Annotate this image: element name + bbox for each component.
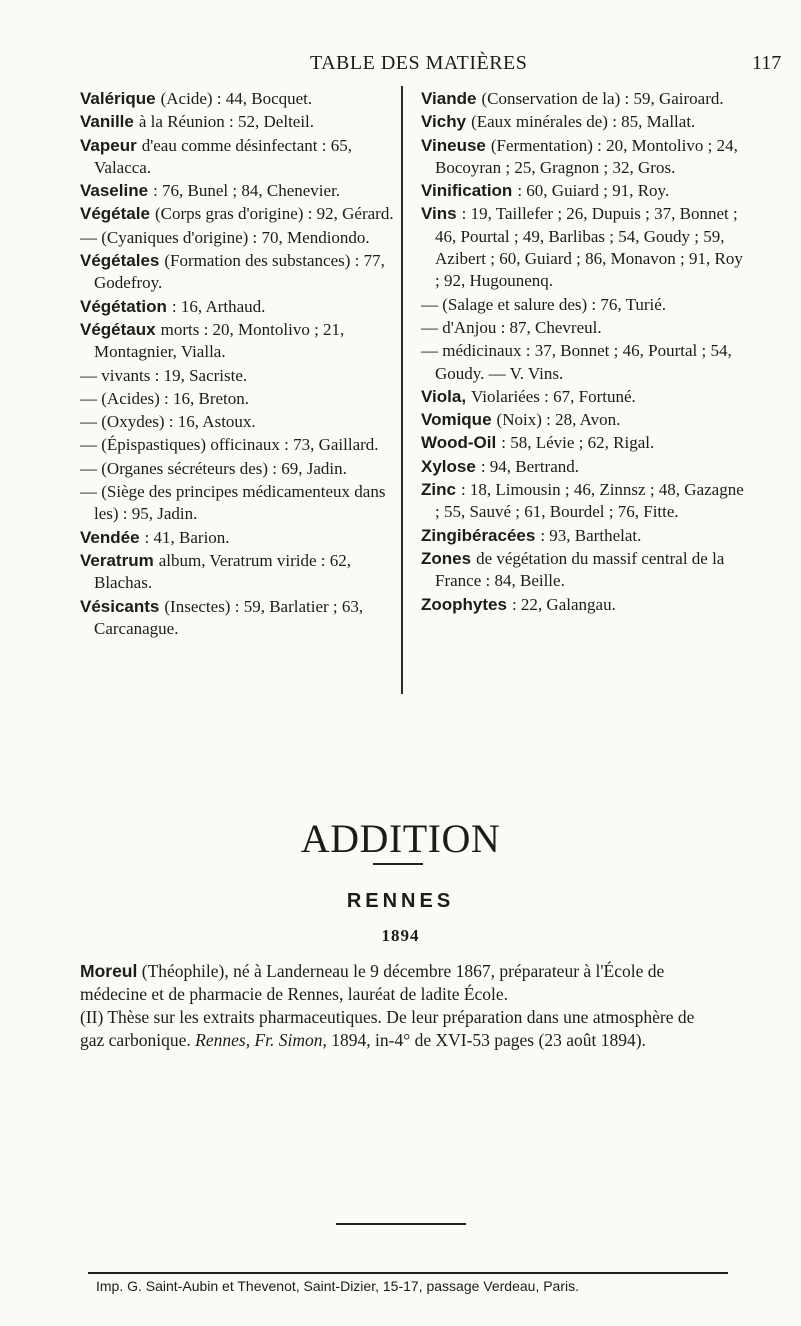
index-headword: Viande — [421, 89, 477, 108]
index-references: : 94, Bertrand. — [480, 456, 580, 476]
index-references: — vivants : 19, Sacriste. — [80, 365, 248, 385]
index-headword: Zinc — [421, 480, 456, 500]
index-entry — [80, 296, 405, 318]
index-references: — (Épispastiques) officinaux : 73, Gaillard. — [80, 435, 379, 455]
notice-thesis — [80, 1006, 720, 1052]
thesis-place: Rennes, Fr. — [195, 1030, 275, 1050]
page-number: 117 — [752, 52, 782, 74]
city-heading: RENNES — [346, 890, 455, 912]
index-headword: Vomique — [421, 410, 492, 430]
index-entry — [80, 111, 405, 133]
index-references: (Fermentation) : 20, Montolivo ; 24, Bocoyran ; 25, Gragnon ; 32, Gros. — [435, 135, 738, 177]
index-headword: Zoophytes — [421, 594, 507, 614]
index-column-right — [421, 88, 746, 617]
index-headword: Vinification — [421, 181, 513, 201]
index-entry — [421, 317, 746, 339]
index-entry — [80, 203, 405, 225]
index-references: (Corps gras d'origine) : 92, Gérard. — [154, 204, 394, 224]
index-references: : 16, Arthaud. — [171, 296, 266, 316]
index-headword: Wood-Oil — [421, 433, 497, 453]
index-headword: Vineuse — [421, 135, 486, 155]
index-headword: Vaseline — [80, 181, 149, 201]
index-references: album, Veratrum viride : 62, Blachas. — [94, 550, 352, 593]
index-entry — [421, 294, 746, 316]
addition-rule — [373, 863, 423, 865]
index-headword: Xylose — [421, 456, 476, 476]
index-entry — [421, 88, 746, 110]
index-entry — [80, 135, 405, 180]
index-references: (Acide) : 44, Bocquet. — [160, 89, 313, 108]
index-headword: Zones — [421, 548, 472, 568]
index-headword: Vanille — [80, 112, 134, 132]
index-entry — [80, 180, 405, 202]
index-references: d'eau comme désinfectant : 65, Valacca. — [94, 135, 352, 177]
index-entry — [80, 88, 405, 110]
index-headword: Végétale — [80, 204, 150, 224]
imprint-rule — [88, 1272, 728, 1274]
index-entry — [421, 456, 746, 478]
index-references: morts : 20, Montolivo ; 21, Montagnier, Vialla. — [94, 319, 345, 362]
notice-bio — [80, 960, 720, 1006]
index-headword: Vésicants — [80, 596, 160, 616]
index-headword: Vapeur — [80, 135, 137, 155]
index-headword: Valérique — [80, 89, 156, 108]
running-head: TABLE DES MATIÈRES — [310, 52, 528, 74]
thesis-publisher: Simon, — [278, 1030, 327, 1050]
index-column-left — [80, 88, 405, 641]
index-entry — [80, 481, 405, 526]
index-references: (Formation des substances) : 77, Godefroy. — [94, 251, 385, 293]
index-entry — [80, 458, 405, 480]
index-entry — [421, 525, 746, 547]
index-references: à la Réunion : 52, Delteil. — [138, 112, 315, 132]
index-headword: Viola, — [421, 386, 467, 406]
index-references: — (Organes sécréteurs des) : 69, Jadin. — [80, 458, 347, 478]
index-entry — [80, 365, 405, 387]
index-entry — [80, 319, 405, 364]
index-references: : 41, Barion. — [144, 527, 230, 547]
index-headword: Veratrum — [80, 550, 154, 570]
index-references: : 19, Taillefer ; 26, Dupuis ; 37, Bonnet ; 46, Pourtal ; 49, Barlibas ; 54, Goudy ; 59, Azibert ; 60, Guiard ; 86, Monavon ; 91, Roy ; 92, Hugounenq. — [435, 204, 743, 291]
index-headword: Végétales — [80, 251, 160, 271]
index-entry — [421, 594, 746, 616]
index-headword: Vichy — [421, 112, 467, 132]
index-references: — médicinaux : 37, Bonnet ; 46, Pourtal ; 54, Goudy. — V. Vins. — [421, 341, 732, 383]
index-headword: Vendée — [80, 527, 140, 547]
index-references: — (Oxydes) : 16, Astoux. — [80, 412, 256, 432]
index-headword: Végétation — [80, 296, 167, 316]
index-references: — (Cyaniques d'origine) : 70, Mendiondo. — [80, 227, 370, 247]
imprint-line: Imp. G. Saint-Aubin et Thevenot, Saint-Dizier, 15-17, passage Verdeau, Paris. — [96, 1278, 580, 1294]
index-entry — [421, 203, 746, 292]
index-references: (Conservation de la) : 59, Gairoard. — [481, 89, 724, 108]
notice-bio-text: (Théophile), né à Landerneau le 9 décembre 1867, préparateur à l'École de médecine et de pharmacie de Rennes, lauréat de ladite École. — [80, 961, 665, 1004]
index-entry — [80, 250, 405, 295]
index-headword: Végétaux — [80, 319, 156, 339]
index-entry — [421, 409, 746, 431]
index-references: (Insectes) : 59, Barlatier ; 63, Carcanague. — [94, 596, 364, 638]
year-heading: 1894 — [381, 926, 420, 945]
notice-author: Moreul — [80, 961, 138, 981]
index-references: : 60, Guiard ; 91, Roy. — [517, 181, 670, 201]
index-entry — [421, 180, 746, 202]
index-entry — [421, 340, 746, 385]
index-references: — (Acides) : 16, Breton. — [80, 388, 250, 408]
index-references: Violariées : 67, Fortuné. — [471, 386, 636, 406]
index-references: : 58, Lévie ; 62, Rigal. — [501, 433, 655, 453]
index-references: : 76, Bunel ; 84, Chenevier. — [153, 181, 341, 201]
closing-rule — [336, 1223, 466, 1225]
index-entry — [80, 596, 405, 641]
addition-title: ADDITION — [300, 816, 501, 861]
index-references: : 18, Limousin ; 46, Zinnsz ; 48, Gazagne ; 55, Sauvé ; 61, Bourdel ; 76, Fitte. — [435, 480, 744, 522]
index-references: (Noix) : 28, Avon. — [496, 410, 621, 430]
index-references: de végétation du massif central de la France : 84, Beille. — [435, 548, 725, 591]
index-entry — [80, 227, 405, 249]
index-references: — (Siège des principes médicamenteux dans les) : 95, Jadin. — [80, 482, 386, 524]
index-entry — [80, 411, 405, 433]
index-entry — [421, 432, 746, 454]
index-references: — (Salage et salure des) : 76, Turié. — [421, 294, 667, 314]
index-references: (Eaux minérales de) : 85, Mallat. — [471, 112, 696, 132]
addition-notice — [80, 960, 720, 1052]
index-references: — d'Anjou : 87, Chevreul. — [421, 317, 602, 337]
index-entry — [80, 550, 405, 595]
index-entry — [421, 135, 746, 180]
index-entry — [421, 548, 746, 593]
thesis-details: 1894, in-4° de XVI-53 pages (23 août 1894). — [331, 1030, 646, 1050]
index-entry — [421, 479, 746, 524]
column-divider — [401, 86, 403, 694]
index-references: : 22, Galangau. — [511, 594, 616, 614]
index-headword: Vins — [421, 204, 457, 224]
thesis-title: (II) Thèse sur les extraits pharmaceutiques. De leur préparation dans une atmosphère de gaz carbonique. — [80, 1007, 695, 1050]
index-entry — [80, 388, 405, 410]
index-entry — [80, 434, 405, 456]
index-headword: Zingibéracées — [421, 525, 536, 545]
index-entry — [421, 111, 746, 133]
index-references: : 93, Barthelat. — [540, 525, 642, 545]
index-entry — [421, 386, 746, 408]
index-entry — [80, 527, 405, 549]
